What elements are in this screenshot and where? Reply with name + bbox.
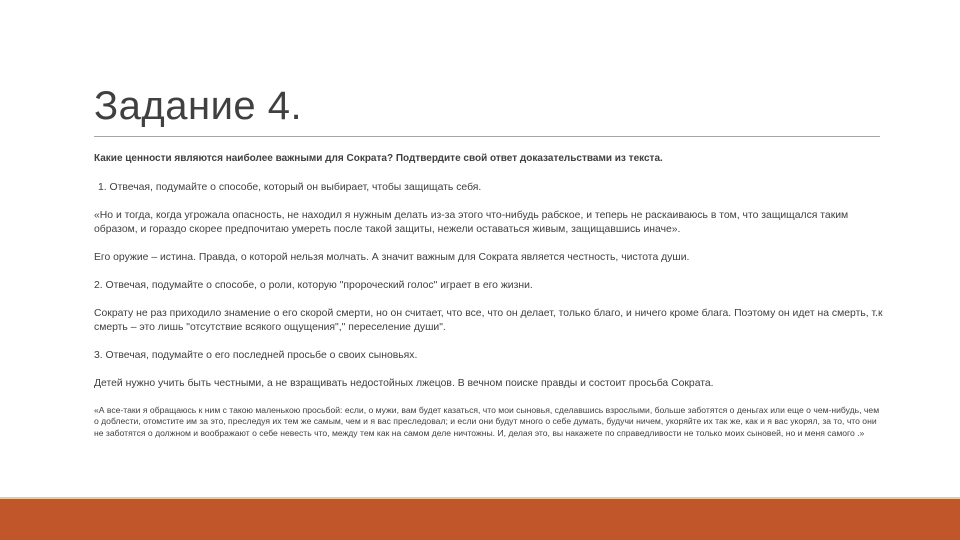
quote-1: «Но и тогда, когда угрожала опасность, не находил я нужным делать из-за этого что-нибудь рабское, и теперь не раскаиваюсь в том, что защищался таким образом, и гораздо скорее предпочитаю умереть после такой защиты, нежели оставаться живым, защищавшись иначе». [94,210,849,235]
quote-2: «А все-таки я обращаюсь к ним с такою маленькою просьбой: если, о мужи, вам будет казаться, что мои сыновья, сделавшись взрослыми, больше заботятся о деньгах или еще о чем-нибудь, чем о доблести, отомстите им за это, преследуя их тем же самым, чем и я вас преследовал; и если они будут много о себе думать, будучи ничем, укоряйте их так же, как и я вас укорял, за то, что они не заботятся о должном и воображают о себе невесть что, между тем как на самом деле ничтожны. И, делая это, вы накажете по справедливости не только моих сыновей, но и меня самого .» [94,405,880,438]
slide-content [94,152,884,439]
footer-bar [0,499,960,540]
question-heading: Какие ценности являются наиболее важными для Сократа? Подтвердите свой ответ доказательствами из текста. [94,153,663,164]
answer-3: Детей нужно учить быть честными, а не взращивать недостойных лжецов. В вечном поиске правды и состоит просьба Сократа. [94,378,714,389]
answer-2: Сократу не раз приходило знамение о его скорой смерти, но он считает, что все, что он делает, только благо, и ничего кроме блага. Поэтому он идет на смерть, т.к смерть – это лишь "отсутствие всякого ощущения"," переселение души". [94,308,883,333]
task-2: 2. Отвечая, подумайте о способе, о роли, которую "пророческий голос" играет в его жизни. [94,280,533,291]
task-1: 1. Отвечая, подумайте о способе, который он выбирает, чтобы защищать себя. [98,182,482,193]
slide-title: Задание 4. [94,84,303,128]
title-divider [94,136,880,137]
task-3: 3. Отвечая, подумайте о его последней просьбе о своих сыновьях. [94,350,418,361]
answer-1: Его оружие – истина. Правда, о которой нельзя молчать. А значит важным для Сократа является честность, чистота души. [94,252,690,263]
